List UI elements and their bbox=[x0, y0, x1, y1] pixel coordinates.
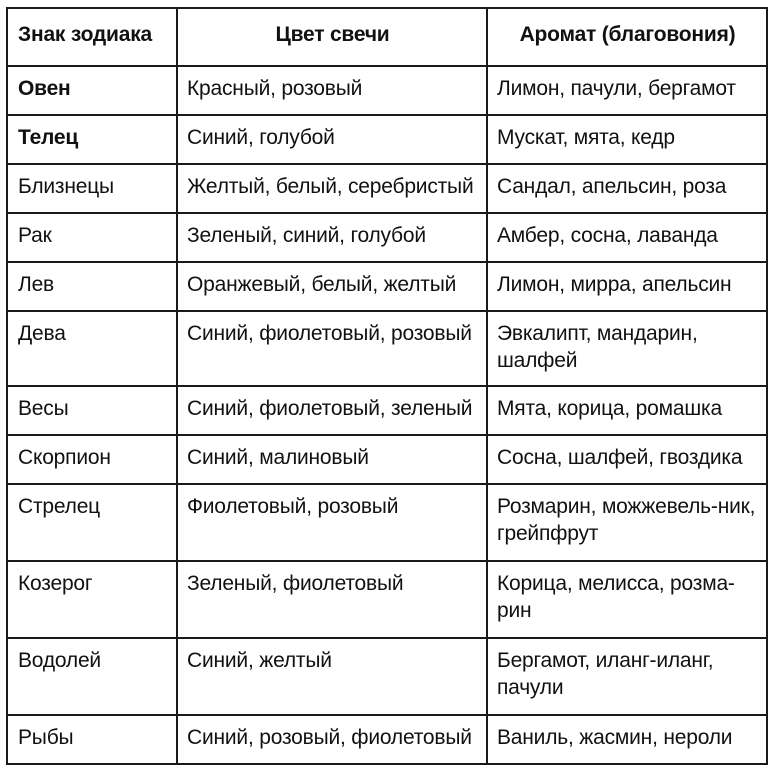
header-row bbox=[7, 8, 767, 66]
aroma-cell: Корица, мелисса, розма-рин bbox=[487, 561, 767, 638]
zodiac-table bbox=[6, 7, 768, 765]
sign-cell: Козерог bbox=[7, 561, 177, 638]
candle-cell: Зеленый, синий, голубой bbox=[177, 213, 487, 262]
candle-cell: Синий, фиолетовый, зеленый bbox=[177, 386, 487, 435]
sign-cell: Скорпион bbox=[7, 435, 177, 484]
table-row bbox=[7, 115, 767, 164]
table-row bbox=[7, 638, 767, 715]
aroma-cell: Лимон, мирра, апельсин bbox=[487, 262, 767, 311]
candle-cell: Фиолетовый, розовый bbox=[177, 484, 487, 561]
sign-cell: Дева bbox=[7, 311, 177, 386]
aroma-cell: Амбер, сосна, лаванда bbox=[487, 213, 767, 262]
sign-cell: Овен bbox=[7, 66, 177, 115]
table-row bbox=[7, 435, 767, 484]
aroma-cell: Розмарин, можжевель-ник, грейпфрут bbox=[487, 484, 767, 561]
table-row bbox=[7, 386, 767, 435]
table-row bbox=[7, 66, 767, 115]
table-row bbox=[7, 262, 767, 311]
header-candle-color: Цвет свечи bbox=[177, 8, 487, 66]
candle-cell: Синий, голубой bbox=[177, 115, 487, 164]
aroma-cell: Сандал, апельсин, роза bbox=[487, 164, 767, 213]
aroma-cell: Мята, корица, ромашка bbox=[487, 386, 767, 435]
candle-cell: Синий, розовый, фиолетовый bbox=[177, 715, 487, 764]
sign-cell: Рыбы bbox=[7, 715, 177, 764]
candle-cell: Синий, желтый bbox=[177, 638, 487, 715]
sign-cell: Телец bbox=[7, 115, 177, 164]
candle-cell: Оранжевый, белый, желтый bbox=[177, 262, 487, 311]
candle-cell: Синий, малиновый bbox=[177, 435, 487, 484]
table-row bbox=[7, 213, 767, 262]
aroma-cell: Эвкалипт, мандарин, шалфей bbox=[487, 311, 767, 386]
table-row bbox=[7, 715, 767, 764]
table-row bbox=[7, 311, 767, 386]
candle-cell: Синий, фиолетовый, розовый bbox=[177, 311, 487, 386]
aroma-cell: Мускат, мята, кедр bbox=[487, 115, 767, 164]
sign-cell: Весы bbox=[7, 386, 177, 435]
aroma-cell: Бергамот, иланг-иланг, пачули bbox=[487, 638, 767, 715]
header-sign: Знак зодиака bbox=[7, 8, 177, 66]
table-row bbox=[7, 484, 767, 561]
sign-cell: Стрелец bbox=[7, 484, 177, 561]
sign-cell: Близнецы bbox=[7, 164, 177, 213]
aroma-cell: Ваниль, жасмин, нероли bbox=[487, 715, 767, 764]
candle-cell: Красный, розовый bbox=[177, 66, 487, 115]
sign-cell: Лев bbox=[7, 262, 177, 311]
table-row bbox=[7, 561, 767, 638]
header-aroma: Аромат (благовония) bbox=[487, 8, 767, 66]
sign-cell: Рак bbox=[7, 213, 177, 262]
sign-cell: Водолей bbox=[7, 638, 177, 715]
aroma-cell: Сосна, шалфей, гвоздика bbox=[487, 435, 767, 484]
aroma-cell: Лимон, пачули, бергамот bbox=[487, 66, 767, 115]
table-row bbox=[7, 164, 767, 213]
candle-cell: Желтый, белый, серебристый bbox=[177, 164, 487, 213]
candle-cell: Зеленый, фиолетовый bbox=[177, 561, 487, 638]
